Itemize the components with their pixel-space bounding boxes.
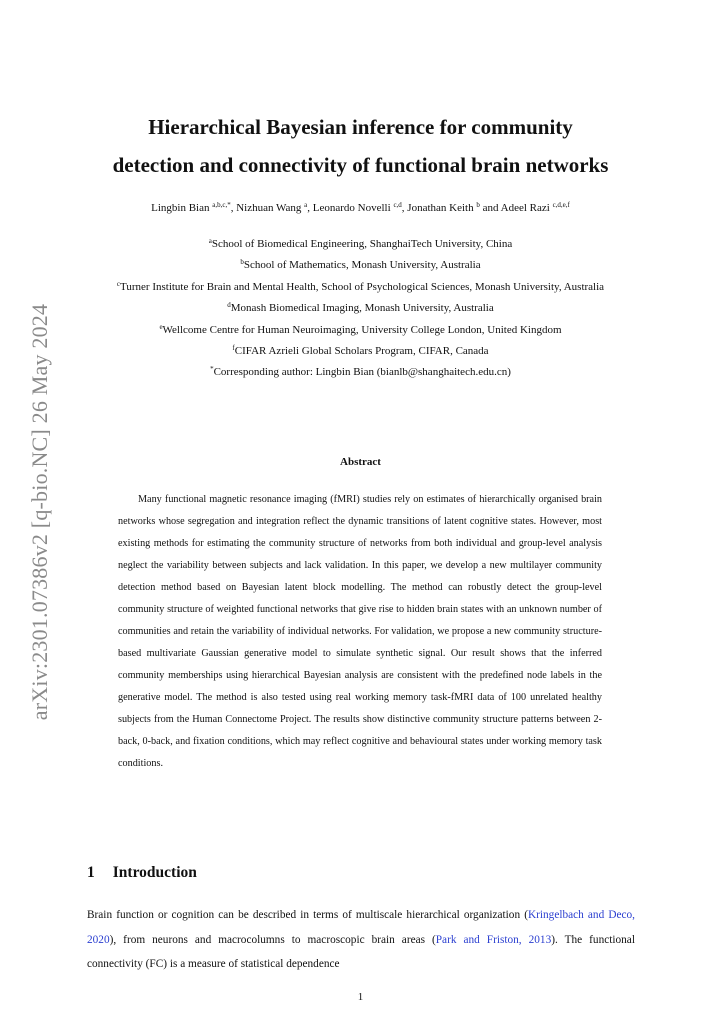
affiliation: $^e$Wellcome Centre for Human Neuroimaging, University College London, United Kingdom bbox=[159, 322, 562, 336]
arxiv-identifier: arXiv:2301.07386v2 [q-bio.NC] 26 May 2024 bbox=[27, 303, 52, 721]
page-number: 1 bbox=[357, 991, 364, 1003]
affiliation: $^d$Monash Biomedical Imaging, Monash University, Australia bbox=[227, 301, 494, 315]
title-line-1: Hierarchical Bayesian inference for community bbox=[148, 115, 573, 139]
author: Nizhuan Wang $^a$ bbox=[236, 201, 308, 214]
affiliation-list bbox=[86, 234, 635, 384]
affiliation: $^f$CIFAR Azrieli Global Scholars Program, CIFAR, Canada bbox=[232, 344, 489, 358]
introduction-paragraph: Brain function or cognition can be described in terms of multiscale hierarchical organization (Kringelbach and Deco, 2020), from neurons and macrocolumns to macroscopic brain areas (Park and Friston, 2013). The functional connectivity (FC) is a measure of statistical dependence bbox=[87, 909, 635, 970]
abstract-heading: Abstract bbox=[340, 456, 381, 468]
author: Lingbin Bian $^{a,b,c,*}$ bbox=[151, 201, 231, 214]
author: Adeel Razi $^{c,d,e,f}$ bbox=[500, 201, 570, 214]
author: Leonardo Novelli $^{c,d}$ bbox=[312, 201, 402, 214]
section-title: Introduction bbox=[112, 864, 197, 881]
author-list: Lingbin Bian $^{a,b,c,*}$, Nizhuan Wang $^a$, Leonardo Novelli $^{c,d}$, Jonathan Keith $^b$ and Adeel Razi $^{c,d,e,f}$ bbox=[151, 201, 570, 214]
section-heading bbox=[87, 864, 197, 882]
author: Jonathan Keith $^b$ bbox=[407, 201, 480, 214]
affiliation: $^a$School of Biomedical Engineering, ShanghaiTech University, China bbox=[208, 237, 513, 250]
affiliation: $^b$School of Mathematics, Monash University, Australia bbox=[240, 258, 481, 272]
section-number: 1 bbox=[87, 864, 95, 881]
paper-title bbox=[80, 108, 641, 184]
citation-link[interactable]: Park and Friston, 2013 bbox=[435, 933, 552, 946]
title-line-2: detection and connectivity of functional brain networks bbox=[112, 153, 609, 177]
affiliation: $^c$Turner Institute for Brain and Mental Health, School of Psychological Sciences, Monash University, Australia bbox=[116, 279, 605, 293]
citation-link[interactable]: Kringelbach and Deco, 2020 bbox=[87, 909, 635, 946]
abstract-text: Many functional magnetic resonance imaging (fMRI) studies rely on estimates of hierarchically organised brain networks whose segregation and integration reflect the dynamic transitions of latent cognitive states. However, most existing methods for estimating the community structure of networks from both individual and group-level analysis neglect the variability between subjects and lack validation. In this paper, we develop a new multilayer community detection method based on Bayesian latent block modelling. The method can robustly detect the group-level community structure of weighted functional networks that give rise to hidden brain states with an unknown number of communities and retain the variability of individual networks. For validation, we propose a new community structure-based multivariate Gaussian generative model to simulate synthetic signal. Our result shows that the inferred community memberships using hierarchical Bayesian analysis are consistent with the predefined node labels in the generative model. The method is also tested using real working memory task-fMRI data of 100 unrelated healthy subjects from the Human Connectome Project. The results show distinctive community structure patterns between 2-back, 0-back, and fixation conditions, which may reflect cognitive and behavioural states under working memory task conditions. bbox=[118, 494, 602, 769]
corresponding-author: *Corresponding author: Lingbin Bian (bianlb@shanghaitech.edu.cn) bbox=[210, 365, 511, 379]
